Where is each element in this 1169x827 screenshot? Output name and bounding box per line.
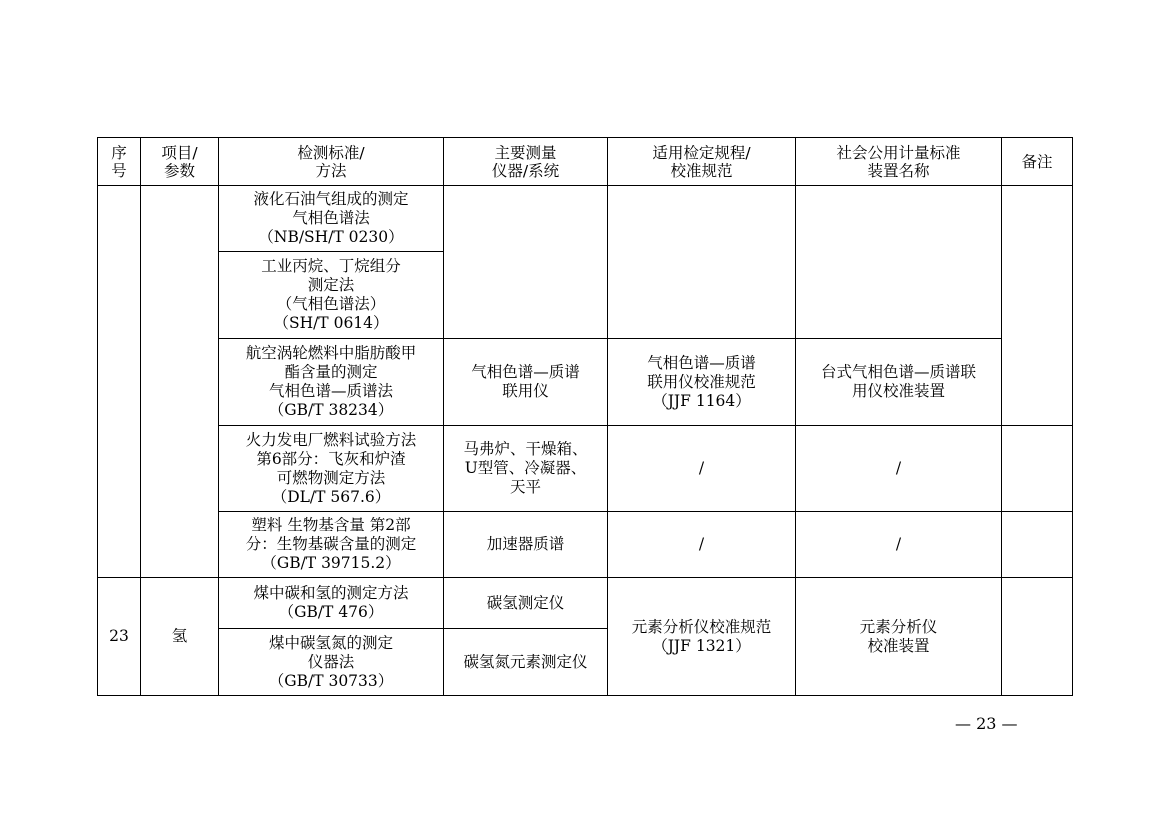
item-cell: 氢 bbox=[141, 578, 219, 696]
header-regulation: 适用检定规程/ 校准规范 bbox=[608, 138, 796, 186]
page-number: — 23 — bbox=[955, 714, 1018, 733]
table-row bbox=[98, 339, 1073, 426]
table-header-row bbox=[98, 138, 1073, 186]
standard-cell: 工业丙烷、丁烷组分 测定法 （气相色谱法） （SH/T 0614） bbox=[219, 252, 444, 339]
standard-cell: 煤中碳和氢的测定方法 （GB/T 476） bbox=[219, 578, 444, 629]
regulation-cell: 气相色谱—质谱 联用仪校准规范 （JJF 1164） bbox=[608, 339, 796, 426]
instrument-cell: 加速器质谱 bbox=[444, 512, 608, 578]
header-instrument: 主要测量 仪器/系统 bbox=[444, 138, 608, 186]
standard-cell: 液化石油气组成的测定 气相色谱法 （NB/SH/T 0230） bbox=[219, 186, 444, 252]
instrument-cell-empty bbox=[444, 186, 608, 339]
table-row bbox=[98, 578, 1073, 629]
seq-cell: 23 bbox=[98, 578, 141, 696]
header-item: 项目/ 参数 bbox=[141, 138, 219, 186]
device-cell: 元素分析仪 校准装置 bbox=[796, 578, 1002, 696]
standards-table bbox=[97, 137, 1073, 696]
regulation-cell: 元素分析仪校准规范 （JJF 1321） bbox=[608, 578, 796, 696]
header-device: 社会公用计量标准 装置名称 bbox=[796, 138, 1002, 186]
regulation-cell: / bbox=[608, 426, 796, 512]
instrument-cell: 气相色谱—质谱 联用仪 bbox=[444, 339, 608, 426]
table-row bbox=[98, 186, 1073, 252]
table-row bbox=[98, 512, 1073, 578]
remark-cell bbox=[1002, 426, 1073, 512]
header-standard: 检测标准/ 方法 bbox=[219, 138, 444, 186]
remark-cell bbox=[1002, 186, 1073, 426]
header-remark: 备注 bbox=[1002, 138, 1073, 186]
regulation-cell: / bbox=[608, 512, 796, 578]
header-seq: 序 号 bbox=[98, 138, 141, 186]
device-cell: / bbox=[796, 426, 1002, 512]
table-row bbox=[98, 426, 1073, 512]
standard-cell: 煤中碳氢氮的测定 仪器法 （GB/T 30733） bbox=[219, 629, 444, 696]
standard-cell: 航空涡轮燃料中脂肪酸甲 酯含量的测定 气相色谱—质谱法 （GB/T 38234） bbox=[219, 339, 444, 426]
remark-cell bbox=[1002, 578, 1073, 696]
instrument-cell: 碳氢氮元素测定仪 bbox=[444, 629, 608, 696]
device-cell: / bbox=[796, 512, 1002, 578]
instrument-cell: 马弗炉、干燥箱、 U型管、冷凝器、 天平 bbox=[444, 426, 608, 512]
regulation-cell-empty bbox=[608, 186, 796, 339]
device-cell-empty bbox=[796, 186, 1002, 339]
item-cell-empty bbox=[141, 186, 219, 578]
standard-cell: 塑料 生物基含量 第2部 分：生物基碳含量的测定 （GB/T 39715.2） bbox=[219, 512, 444, 578]
remark-cell bbox=[1002, 512, 1073, 578]
device-cell: 台式气相色谱—质谱联 用仪校准装置 bbox=[796, 339, 1002, 426]
instrument-cell: 碳氢测定仪 bbox=[444, 578, 608, 629]
seq-cell-empty bbox=[98, 186, 141, 578]
standard-cell: 火力发电厂燃料试验方法 第6部分：飞灰和炉渣 可燃物测定方法 （DL/T 567.6） bbox=[219, 426, 444, 512]
